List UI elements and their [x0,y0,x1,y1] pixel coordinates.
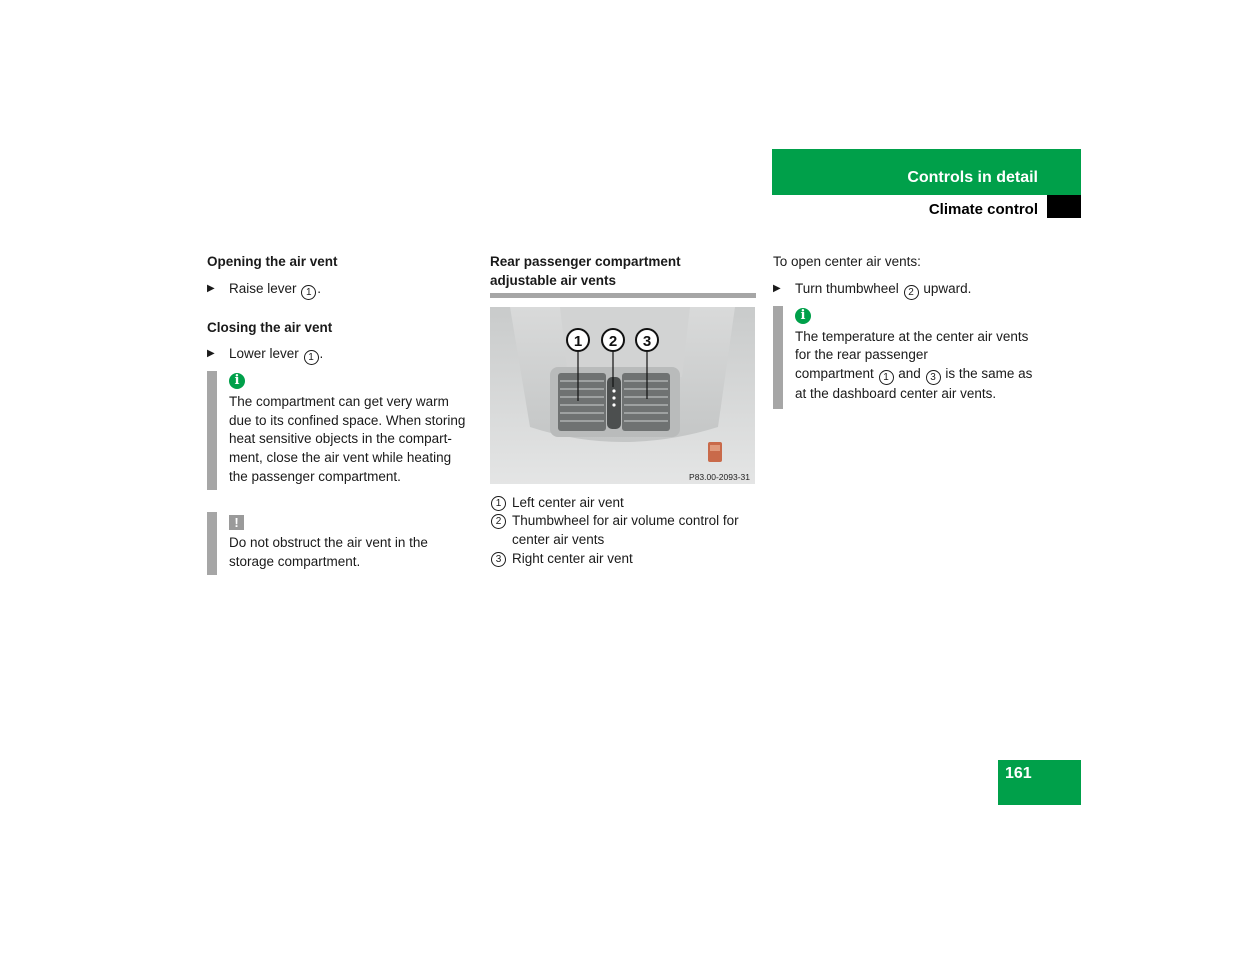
step-turn-thumbwheel: ▶ Turn thumbwheel 2 upward. [773,280,972,298]
step-raise-lever: ▶ Raise lever 1 . [207,280,322,298]
note-bar [773,306,783,410]
info-line: The compartment can get very warm [229,394,449,410]
intro-text: To open center air vents: [773,254,921,269]
callout-number: 2 [904,285,919,300]
callout-number: 1 [879,370,894,385]
figure-callout: 3 [642,333,652,351]
bullet-triangle-icon: ▶ [773,282,781,294]
legend-item: 1 Left center air vent [490,494,756,513]
info-line: due to its confined space. When storing [229,412,466,428]
heading-rule [490,293,756,298]
heading-rear-vents: Rear passenger compartment [490,254,681,269]
info-line: the passenger compartment. [229,468,401,484]
heading-rear-vents-2: adjustable air vents [490,272,617,288]
subsection-title: Climate control [928,201,1038,218]
info-note [207,371,473,490]
info-icon: i [795,306,1039,328]
column-middle [490,253,756,568]
bullet-triangle-icon: ▶ [207,348,215,360]
figure-callout: 2 [608,333,618,351]
figure-code: P83.00-2093-31 [689,472,750,483]
info-line: at the dashboard center air vents. [795,385,997,401]
warning-line: storage compartment. [229,553,361,569]
section-title: Controls in detail [907,169,1038,186]
warning-note [207,512,473,575]
header-marker [1047,195,1081,218]
info-line: for the rear passenger [795,347,928,363]
legend-item: 2 Thumbwheel for air volume control for center air vents [490,512,756,549]
info-line: compartment 1 and 3 is the same as [795,365,1033,383]
callout-number: 1 [304,350,319,365]
info-line: The temperature at the center air vents [795,328,1029,344]
callout-number: 1 [301,285,316,300]
thumbwheel [607,377,621,429]
step-lower-lever: ▶ Lower lever 1 . [207,346,324,364]
info-line: ment, close the air vent while heating [229,449,452,465]
column-right [773,253,1039,409]
page-number: 161 [1005,765,1032,782]
info-icon: i [229,371,473,393]
heading-open-vent: Opening the air vent [207,254,338,269]
column-left [207,253,473,575]
bullet-triangle-icon: ▶ [207,282,215,294]
note-bar [207,512,217,575]
air-vents-figure [490,307,755,484]
figure-callout: 1 [573,333,583,351]
warning-line: Do not obstruct the air vent in the [229,535,428,551]
note-bar [207,371,217,490]
info-line: heat sensitive objects in the compart- [229,431,452,447]
info-note [773,306,1039,410]
warning-icon: ! [229,512,473,534]
figure-legend [490,494,756,568]
heading-close-vent: Closing the air vent [207,319,333,335]
legend-item: 3 Right center air vent [490,550,756,569]
callout-number: 3 [926,370,941,385]
